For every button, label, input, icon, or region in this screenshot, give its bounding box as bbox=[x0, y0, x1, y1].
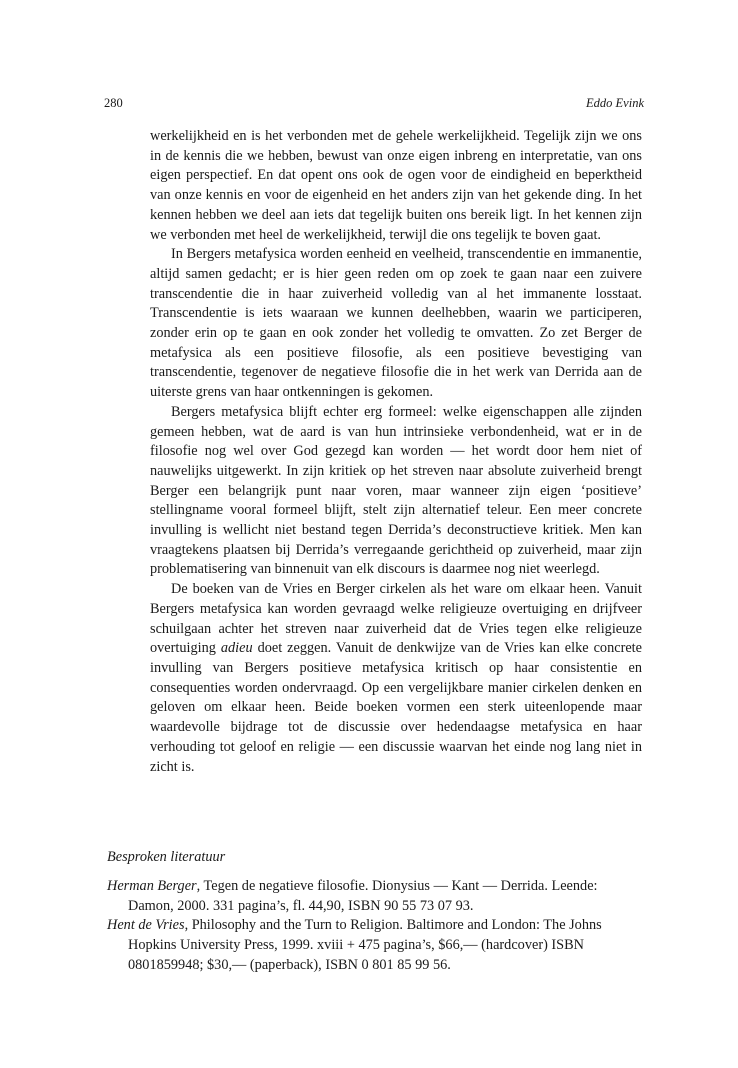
reference-author: Herman Berger bbox=[107, 878, 197, 894]
reference-text: , Philosophy and the Turn to Religion. Baltimore and London: The Johns Hopkins University Press, 1999. xviii + 475 pagina’s, $66,— (hardcover) ISBN 0801859948; $30,— (paperback), ISBN 0 801 85 99 56. bbox=[128, 917, 602, 973]
article-body bbox=[150, 127, 642, 777]
paragraph-text: doet zeggen. Vanuit de denkwijze van de Vries kan elke concrete invulling van Bergers positieve metafysica kritisch op haar consistentie en consequenties worden ondervraagd. Op een vergelijkbare manier cirkelen denken en geloven om elkaar heen. Beide boeken vormen een sterk uiteenlopende maar waardevolle bijdrage tot de discussie over hedendaagse metafysica en haar verhouding tot geloof en religie — een discussie waarvan het einde nog lang niet in zicht is. bbox=[150, 640, 642, 775]
reference-list bbox=[107, 877, 642, 976]
paragraph: Bergers metafysica blijft echter erg formeel: welke eigenschappen alle zijnden gemeen hebben, wat de aard is van hun intrinsieke verbondenheid, wat er in de filosofie nog wel over God gezegd kan worden — het wordt door hem niet of nauwelijks uitgewerkt. In zijn kritiek op het streven naar absolute zuiverheid brengt Berger een belangrijk punt naar voren, maar wanneer zijn eigen ‘positieve’ stellingname vooral formeel blijft, stelt zijn alternatief teleur. Een meer concrete invulling is wellicht niet bestand tegen Derrida’s deconstructieve kritiek. Men kan vraagtekens plaatsen bij Derrida’s verregaande gerichtheid op zuiverheid, maar zijn problematisering van binnenuit van elk discours is daarmee nog niet weerlegd. bbox=[150, 403, 642, 578]
paragraph: werkelijkheid en is het verbonden met de gehele werkelijkheid. Tegelijk zijn we ons in de kennis die we hebben, bewust van onze eigen inbreng en interpretatie, van ons eigen perspectief. En dat opent ons ook de ogen voor de eindigheid en beperktheid van onze kennis en voor de eigenheid en het anders zijn van het gekende ding. In het kennen hebben we deel aan iets dat tegelijk buiten ons bereik ligt. In het kennen zijn we verbonden met heel de werkelijkheid, terwijl die ons tegelijk te boven gaat. bbox=[150, 128, 642, 243]
literature-heading: Besproken literatuur bbox=[107, 849, 226, 865]
reference-item bbox=[107, 877, 642, 916]
running-head: Eddo Evink bbox=[586, 96, 644, 110]
emphasis-term: adieu bbox=[220, 640, 253, 657]
paragraph bbox=[150, 580, 642, 777]
reference-item bbox=[107, 916, 642, 975]
paragraph: In Bergers metafysica worden eenheid en veelheid, transcendentie en immanentie, altijd samen gedacht; er is hier geen reden om op zoek te gaan naar een zuivere transcendentie die in haar zuiverheid volledig van al het immanente losstaat. Transcendentie is iets waaraan we kunnen deelhebben, waarin we participeren, zonder erin op te gaan en ook zonder het volledig te omvatten. Zo zet Berger de metafysica als een positieve filosofie, als een positieve bevestiging van transcendentie, tegenover de negatieve filosofie die in het werk van Derrida aan de uiterste grens van haar ontkenningen is gekomen. bbox=[150, 246, 642, 401]
reference-author: Hent de Vries bbox=[107, 917, 185, 934]
page-header bbox=[104, 96, 644, 116]
paragraph-text: De boeken van de Vries en Berger cirkelen als het ware om elkaar heen. Vanuit Bergers metafysica kan worden gevraagd welke religieuze overtuiging en drijfveer schuilgaan achter het streven naar zuiverheid dat de Vries tegen elke religieuze overtuiging bbox=[150, 581, 642, 657]
page-number: 280 bbox=[104, 96, 123, 110]
reference-text: , Tegen de negatieve filosofie. Dionysius — Kant — Derrida. Leende: Damon, 2000. 331 pagina’s, fl. 44,90, ISBN 90 55 73 07 93. bbox=[128, 878, 598, 914]
